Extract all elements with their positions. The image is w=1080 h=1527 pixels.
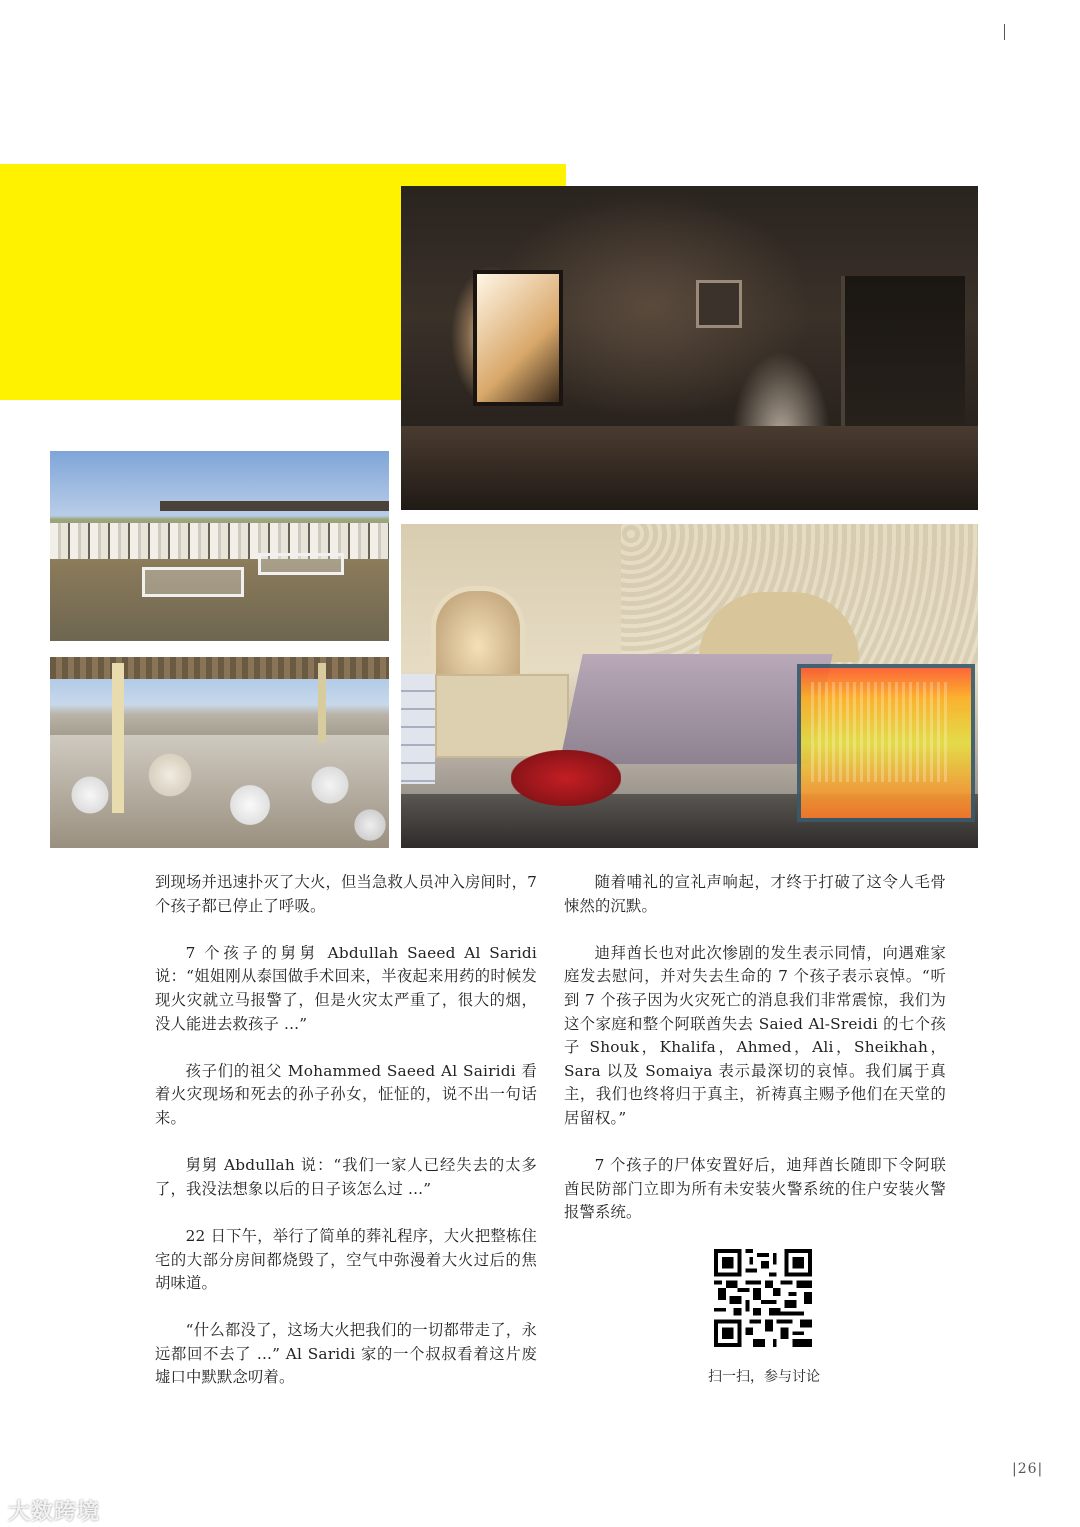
qr-code-icon[interactable]: [714, 1249, 812, 1347]
mourners-canopy: [50, 657, 389, 679]
burned-wall-frame: [696, 280, 742, 328]
bedroom-dresser: [435, 674, 569, 758]
bedroom-crib-net: [811, 682, 951, 782]
watermark: 大数跨境: [8, 1500, 101, 1525]
bedroom-red-blanket: [511, 750, 621, 806]
article-paragraph: 随着哺礼的宣礼声响起，才终于打破了这令人毛骨悚然的沉默。: [564, 873, 946, 915]
burned-window: [473, 270, 563, 406]
article-paragraph: 7 个孩子的尸体安置好后，迪拜酋长随即下令阿联酋民防部门立即为所有未安装火警系统的住户安装火警报警系统。: [564, 1156, 946, 1222]
funeral-bier: [258, 553, 344, 575]
article-left-column: [155, 871, 537, 1414]
bedroom-drawers: [401, 674, 435, 784]
canopy-pole: [318, 663, 326, 743]
photo-burned-room: [401, 186, 978, 510]
article-paragraph: “什么都没了，这场大火把我们的一切都带走了，永远都回不去了 ...” Al Saridi 家的一个叔叔看着这片废墟口中默默念叨着。: [155, 1321, 537, 1387]
article-paragraph: 迪拜酋长也对此次惨剧的发生表示同情，向遇难家庭发去慰问，并对失去生命的 7 个孩子表示哀悼。“听到 7 个孩子因为火灾死亡的消息我们非常震惊，我们为这个家庭和整个阿联酋失去 Saied Al-Sreidi 的七个孩子 Shouk，Khalifa，Ahmed，Ali，Sheikhah，Sara 以及 Somaiya 表示最深切的哀悼。我们属于真主，我们也终将归于真主，祈祷真主赐予他们在天堂的居留权。”: [564, 943, 946, 1127]
funeral-canopy: [160, 501, 389, 511]
mourners-crowd: [50, 735, 389, 848]
article-paragraph: 到现场并迅速扑灭了大火，但当急救人员冲入房间时，7 个孩子都已停止了呼吸。: [155, 873, 537, 915]
article-paragraph: 22 日下午，举行了简单的葬礼程序，大火把整栋住宅的大部分房间都烧毁了，空气中弥漫着大火过后的焦胡味道。: [155, 1226, 537, 1293]
photo-mourners: [50, 657, 389, 848]
bedroom-mattress: [559, 654, 832, 764]
canopy-pole: [112, 663, 124, 813]
article-paragraph: 7 个孩子的舅舅 Abdullah Saeed Al Saridi 说：“姐姐刚从泰国做手术回来，半夜起来用药的时候发现火灾就立马报警了，但是火灾太严重了，很大的烟，没人能进去救孩子 ...”: [155, 943, 537, 1033]
header-rule: [1004, 24, 1005, 40]
page-number: |26|: [1012, 1461, 1044, 1477]
bedroom-mirror: [431, 586, 525, 688]
qr-caption: 扫一扫，参与讨论: [708, 1369, 820, 1385]
funeral-bier: [142, 567, 244, 597]
article-paragraph: 舅舅 Abdullah 说：“我们一家人已经失去的太多了，我没法想象以后的日子该怎么过 ...”: [155, 1156, 537, 1198]
article-right-column: [564, 871, 946, 1249]
article-paragraph: 孩子们的祖父 Mohammed Saeed Al Sairidi 看着火灾现场和死去的孙子孙女，怔怔的，说不出一句话来。: [155, 1061, 537, 1127]
photo-funeral-field: [50, 451, 389, 641]
burned-sofa: [401, 426, 978, 510]
photo-bedroom: [401, 524, 978, 848]
